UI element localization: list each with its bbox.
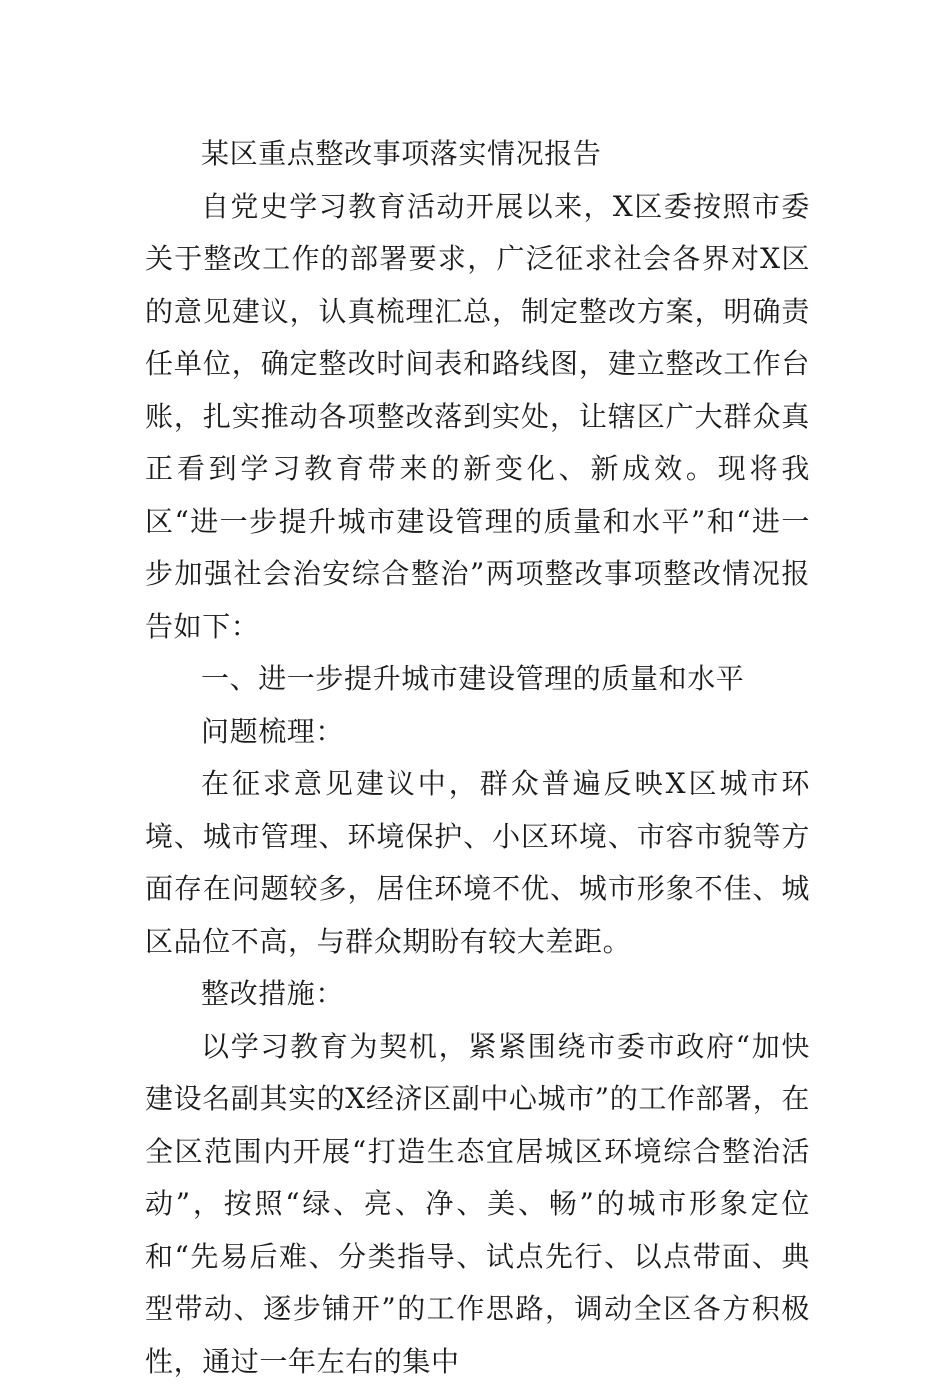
measures-label: 整改措施：	[145, 968, 810, 1021]
intro-paragraph: 自党史学习教育活动开展以来，X区委按照市委关于整改工作的部署要求，广泛征求社会各界对X区的意见建议，认真梳理汇总，制定整改方案，明确责任单位，确定整改时间表和路线图，建立整改工作台账，扎实推动各项整改落到实处，让辖区广大群众真正看到学习教育带来的新变化、新成效。现将我区“进一步提升城市建设管理的质量和水平”和“进一步加强社会治安综合整治”两项整改事项整改情况报告如下：	[145, 181, 810, 654]
measures-paragraph: 以学习教育为契机，紧紧围绕市委市政府“加快建设名副其实的X经济区副中心城市”的工作部署，在全区范围内开展“打造生态宜居城区环境综合整治活动”，按照“绿、亮、净、美、畅”的城市形象定位和“先易后难、分类指导、试点先行、以点带面、典型带动、逐步铺开”的工作思路，调动全区各方积极性，通过一年左右的集中	[145, 1021, 810, 1388]
problem-label: 问题梳理：	[145, 706, 810, 759]
problem-paragraph: 在征求意见建议中，群众普遍反映X区城市环境、城市管理、环境保护、小区环境、市容市貌等方面存在问题较多，居住环境不优、城市形象不佳、城区品位不高，与群众期盼有较大差距。	[145, 758, 810, 968]
document-title: 某区重点整改事项落实情况报告	[145, 128, 810, 181]
section-heading: 一、进一步提升城市建设管理的质量和水平	[145, 653, 810, 706]
document-body	[145, 128, 810, 1388]
